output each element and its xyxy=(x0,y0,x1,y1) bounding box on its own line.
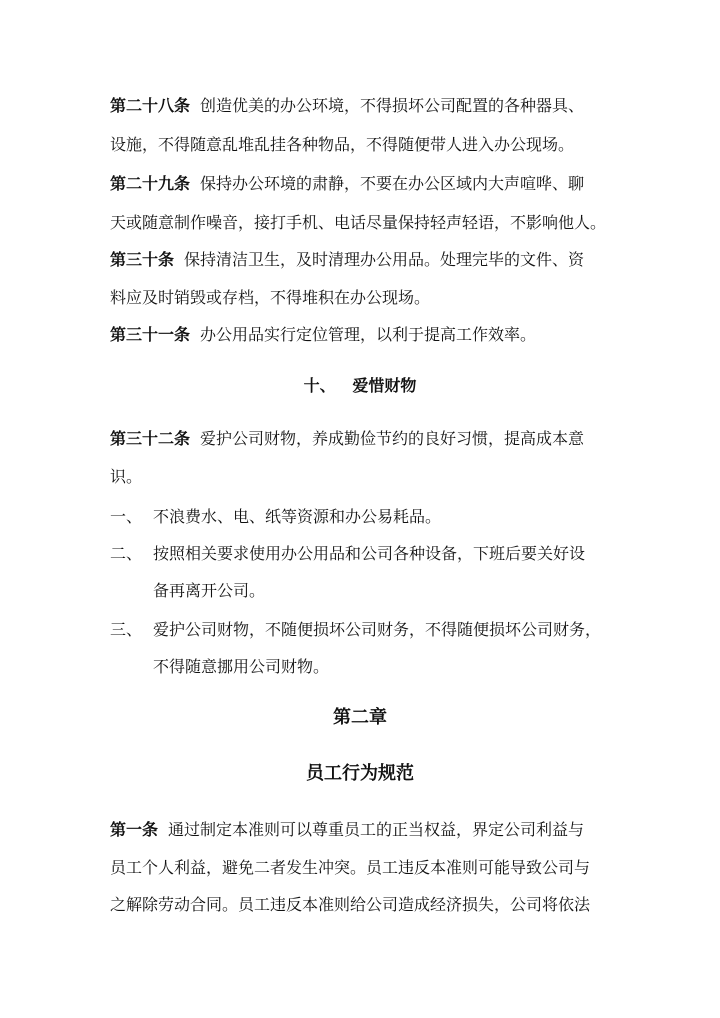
article-28-line-1 xyxy=(110,94,615,118)
article-30-label: 第三十条 xyxy=(110,250,175,269)
section-10-title: 爱惜财物 xyxy=(352,376,417,395)
article-28-line-2: 设施，不得随意乱堆乱挂各种物品，不得随便带人进入办公现场。 xyxy=(110,135,575,154)
section-10-number: 十、 xyxy=(303,376,336,395)
article-32-line-1 xyxy=(110,427,615,451)
article-1-line-1 xyxy=(110,818,615,842)
article-30-line-1 xyxy=(110,248,615,272)
list-item-3-text-1: 爱护公司财物，不随便损坏公司财务，不得随便损坏公司财务， xyxy=(153,620,602,639)
list-item-2-text-1: 按照相关要求使用办公用品和公司各种设备，下班后要关好设 xyxy=(153,544,586,563)
list-item-3-number: 三、 xyxy=(110,620,143,639)
list-item-2-text-2: 备再离开公司。 xyxy=(153,581,266,600)
article-32-line-2: 识。 xyxy=(110,467,143,486)
list-item-1-text: 不浪费水、电、纸等资源和办公易耗品。 xyxy=(153,507,442,526)
article-1-text-1: 通过制定本准则可以尊重员工的正当权益，界定公司利益与 xyxy=(168,820,585,839)
article-29-label: 第二十九条 xyxy=(110,174,191,193)
article-28-label: 第二十八条 xyxy=(110,96,191,115)
article-31-text-1: 办公用品实行定位管理，以利于提高工作效率。 xyxy=(200,325,537,344)
chapter-2-number: 第二章 xyxy=(333,707,387,728)
article-32-text-1: 爱护公司财物，养成勤俭节约的良好习惯，提高成本意 xyxy=(200,429,585,448)
article-32-label: 第三十二条 xyxy=(110,429,191,448)
chapter-2-title: 员工行为规范 xyxy=(306,763,414,784)
list-item-3-text-2: 不得随意挪用公司财物。 xyxy=(153,657,330,676)
article-1-line-2: 员工个人利益，避免二者发生冲突。员工违反本准则可能导致公司与 xyxy=(110,858,591,877)
article-1-label: 第一条 xyxy=(110,820,159,839)
article-29-line-1 xyxy=(110,172,615,196)
list-item-2-number: 二、 xyxy=(110,544,143,563)
article-29-line-2: 天或随意制作噪音，接打手机、电话尽量保持轻声轻语，不影响他人。 xyxy=(110,213,607,232)
section-10-heading xyxy=(0,374,720,398)
article-29-text-1: 保持办公环境的肃静，不要在办公区域内大声喧哗、聊 xyxy=(200,174,585,193)
article-30-text-1: 保持清洁卫生，及时清理办公用品。处理完毕的文件、资 xyxy=(184,250,585,269)
list-item-1-number: 一、 xyxy=(110,507,143,526)
list-item-3 xyxy=(110,618,615,642)
list-item-2 xyxy=(110,542,615,566)
article-28-text-1: 创造优美的办公环境，不得损坏公司配置的各种器具、 xyxy=(200,96,585,115)
article-30-line-2: 料应及时销毁或存档，不得堆积在办公现场。 xyxy=(110,288,431,307)
article-31-line-1 xyxy=(110,323,615,347)
article-1-line-3: 之解除劳动合同。员工违反本准则给公司造成经济损失，公司将依法 xyxy=(110,895,591,914)
list-item-1 xyxy=(110,505,615,529)
article-31-label: 第三十一条 xyxy=(110,325,191,344)
